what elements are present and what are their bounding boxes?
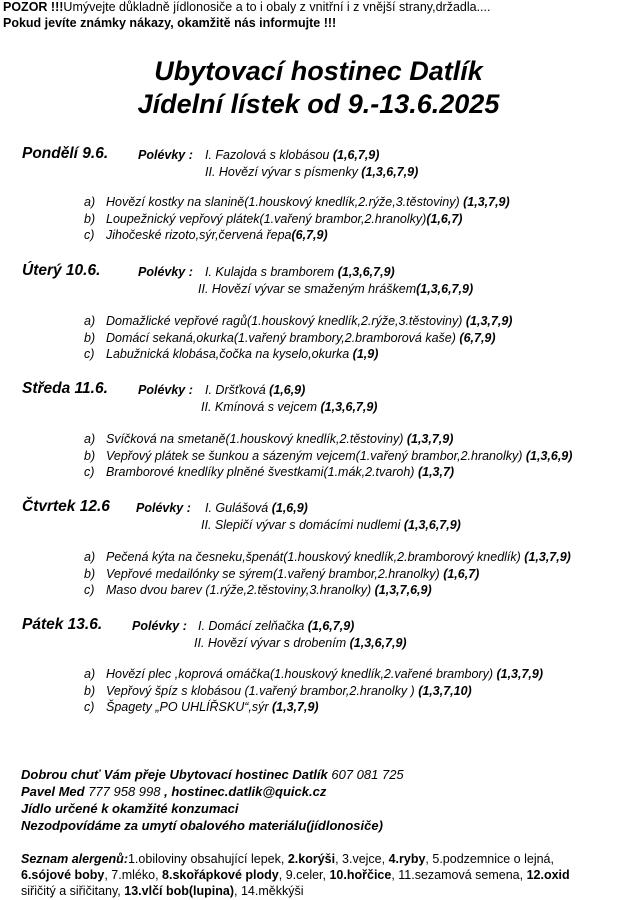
footer-line-2 [21, 784, 326, 799]
soup-text: I. Fazolová s klobásou [205, 148, 333, 162]
meal-allergens: (1,9) [352, 347, 379, 361]
meal-text: Hovězí plec ,koprová omáčka(1.houskový knedlík,2.vařené brambory) [106, 667, 497, 681]
meal-text: Svíčková na smetaně(1.houskový knedlík,2.těstoviny) [106, 432, 407, 446]
meal-letter: c) [84, 465, 95, 479]
soup-item [205, 148, 379, 162]
meal-allergens: (1,3,6,9) [525, 448, 573, 463]
soup-item [205, 265, 395, 279]
meal-item [84, 449, 572, 463]
soup-allergens: (1,3,6,7,9) [403, 518, 461, 532]
meal-text: Domažlické vepřové ragů(1.houskový knedlík,2.rýže,3.těstoviny) [106, 314, 466, 328]
footer-line-4: Nezodpovídáme za umytí obalového materiálu(jídlonosiče) [21, 818, 383, 833]
day-name: Úterý 10.6. [22, 262, 101, 279]
allergen-bold: 4.ryby [388, 852, 426, 866]
meal-text: Vepřové medailónky se sýrem(1.vařený brambor,2.hranolky) [106, 566, 444, 581]
warning-line-2: Pokud jevíte známky nákazy, okamžitě nás informujte !!! [3, 16, 337, 30]
meal-letter: c) [84, 583, 95, 597]
day-name: Středa 11.6. [22, 380, 108, 397]
soup-text: II. Hovězí vývar s drobením [194, 636, 350, 650]
meal-allergens: (1,3,7,9) [463, 195, 510, 209]
soup-allergens: (1,3,6,7,9) [337, 265, 395, 279]
soup-item [198, 619, 354, 633]
soups-label: Polévky : [138, 148, 193, 162]
allergen-line-2 [21, 868, 570, 882]
meal-letter: b) [84, 683, 96, 698]
soup-text: II. Slepičí vývar s domácími nudlemi [201, 518, 404, 532]
footer-greeting: Dobrou chuť Vám přeje Ubytovací hostinec Datlík [21, 767, 332, 782]
meal-text: Maso dvou barev (1.rýže,2.těstoviny,3.hranolky) [106, 583, 375, 597]
soup-text: I. Domácí zelňačka [198, 619, 308, 633]
meal-letter: c) [84, 228, 95, 242]
meal-item [84, 314, 512, 328]
meal-allergens: (1,3,7) [417, 465, 455, 479]
footer-owner: Pavel Med [21, 784, 89, 799]
allergen-text: , 11.sezamová semena, [391, 868, 527, 882]
soup-allergens: (1,3,6,7,9) [416, 282, 474, 296]
allergen-text: , 7.mléko, [104, 868, 163, 882]
meal-letter: b) [84, 330, 96, 345]
meal-item [84, 684, 472, 698]
soups-label: Polévky : [136, 501, 191, 515]
allergen-bold: 10.hořčice [329, 868, 392, 882]
soups-label: Polévky : [138, 265, 193, 279]
soup-text: II. Kmínová s vejcem [201, 400, 321, 414]
meal-letter: b) [84, 566, 96, 581]
footer-email[interactable]: , hostinec.datlik@quick.cz [164, 784, 327, 799]
restaurant-name: Ubytovací hostinec Datlík [154, 56, 483, 86]
soup-allergens: (1,6,9) [269, 383, 306, 397]
meal-allergens: (1,3,7,9) [524, 550, 571, 564]
footer-line-3: Jídlo určené k okamžité konzumaci [21, 801, 239, 816]
meal-item [84, 700, 319, 714]
soup-allergens: (1,3,6,7,9) [361, 165, 419, 179]
meal-allergens: (6,7,9) [291, 228, 328, 242]
soup-allergens: (1,3,6,7,9) [320, 400, 378, 414]
meal-allergens: (1,3,7,9) [272, 700, 319, 714]
allergen-line-1 [21, 852, 554, 866]
soups-label: Polévky : [138, 383, 193, 397]
soup-text: I. Dršťková [205, 383, 270, 397]
soup-item [205, 383, 305, 397]
soup-allergens: (1,6,7,9) [332, 148, 380, 162]
meal-text: Jihočeské rizoto,sýr,červená řepa [106, 228, 292, 242]
soup-allergens: (1,6,7,9) [307, 619, 355, 633]
warning-prefix: POZOR !!! [3, 0, 64, 14]
meal-item [84, 195, 510, 209]
meal-letter: a) [84, 667, 96, 681]
soup-text: II. Hovězí vývar s písmenky [205, 165, 362, 179]
day-name: Čtvrtek 12.6 [22, 498, 110, 515]
meal-letter: c) [84, 347, 95, 361]
meal-text: Špagety „PO UHLÍŘSKU“,sýr [106, 700, 273, 714]
allergen-bold: 12.oxid [526, 868, 570, 882]
meal-item [84, 550, 571, 564]
soup-text: I. Gulášová [205, 501, 272, 515]
allergen-text: siřičitý a siřičitany, [21, 884, 125, 898]
meal-item [84, 432, 453, 446]
meal-text: Hovězí kostky na slanině(1.houskový knedlík,2.rýže,3.těstoviny) [106, 195, 464, 209]
soup-text: II. Hovězí vývar se smaženým hráškem [198, 282, 417, 296]
meal-item [84, 331, 496, 345]
allergen-text: 1.obiloviny obsahující lepek, [127, 852, 288, 866]
allergen-line-3 [21, 884, 303, 898]
meal-allergens: (1,3,7,10) [418, 683, 472, 698]
meal-text: Labužnická klobása,čočka na kyselo,okurka [106, 347, 353, 361]
meal-item [84, 228, 328, 242]
allergen-text: , 14.měkkýši [234, 884, 304, 898]
soup-text: I. Kulajda s bramborem [205, 265, 338, 279]
meal-letter: a) [84, 550, 96, 564]
soup-item [205, 501, 308, 515]
meal-allergens: (1,6,7) [426, 211, 463, 226]
meal-text: Loupežnický vepřový plátek(1.vařený brambor,2.hranolky) [106, 211, 427, 226]
day-name: Pátek 13.6. [22, 616, 103, 633]
soup-item [198, 282, 473, 296]
day-name: Pondělí 9.6. [22, 145, 109, 162]
meal-letter: a) [84, 195, 96, 209]
footer-phone-1: 607 081 725 [331, 767, 404, 782]
allergen-text: , 5.podzemnice o lejná, [425, 852, 554, 866]
meal-letter: b) [84, 211, 96, 226]
menu-title: Jídelní lístek od 9.-13.6.2025 [137, 89, 500, 119]
meal-text: Bramborové knedlíky plněné švestkami(1.mák,2.tvaroh) [106, 465, 418, 479]
allergen-bold: 2.korýši [287, 852, 336, 866]
meal-text: Vepřový plátek se šunkou a sázeným vejcem(1.vařený brambor,2.hranolky) [106, 448, 526, 463]
meal-allergens: (1,3,7,9) [465, 314, 513, 328]
meal-letter: b) [84, 448, 96, 463]
allergen-bold: 13.vlčí bob(lupina) [124, 884, 235, 898]
meal-letter: a) [84, 432, 96, 446]
meal-item [84, 465, 454, 479]
soup-allergens: (1,3,6,7,9) [349, 636, 407, 650]
meal-item [84, 567, 479, 581]
meal-text: Vepřový špíz s klobásou (1.vařený brambor,2.hranolky ) [106, 683, 419, 698]
soups-label: Polévky : [132, 619, 187, 633]
meal-allergens: (1,6,7) [443, 566, 480, 581]
soup-item [201, 400, 377, 414]
meal-text: Pečená kýta na česneku,špenát(1.houskový knedlík,2.bramborový knedlík) [106, 550, 525, 564]
soup-item [201, 518, 461, 532]
soup-item [194, 636, 407, 650]
meal-item [84, 583, 432, 597]
footer-line-1 [21, 767, 404, 782]
allergen-text: , 9.celer, [278, 868, 330, 882]
meal-allergens: (1,3,7,6,9) [374, 583, 432, 597]
meal-item [84, 347, 378, 361]
meal-letter: a) [84, 314, 96, 328]
meal-item [84, 667, 543, 681]
meal-allergens: (6,7,9) [459, 330, 496, 345]
allergen-bold: 6.sójové boby [21, 868, 105, 882]
warning-text: Umývejte důkladně jídlonosiče a to i obaly z vnitřní i z vnější strany,držadla.... [63, 0, 491, 14]
warning-line-1 [3, 0, 490, 14]
meal-item [84, 212, 462, 226]
meal-allergens: (1,3,7,9) [406, 432, 454, 446]
meal-letter: c) [84, 700, 95, 714]
allergen-label: Seznam alergenů: [21, 852, 128, 866]
footer-phone-2: 777 958 998 [88, 784, 165, 799]
allergen-text: , 3.vejce, [335, 852, 389, 866]
allergen-bold: 8.skořápkové plody [162, 868, 279, 882]
soup-allergens: (1,6,9) [271, 501, 308, 515]
meal-allergens: (1,3,7,9) [496, 667, 544, 681]
meal-text: Domácí sekaná,okurka(1.vařený brambory,2.bramborová kaše) [106, 330, 460, 345]
soup-item [205, 165, 418, 179]
